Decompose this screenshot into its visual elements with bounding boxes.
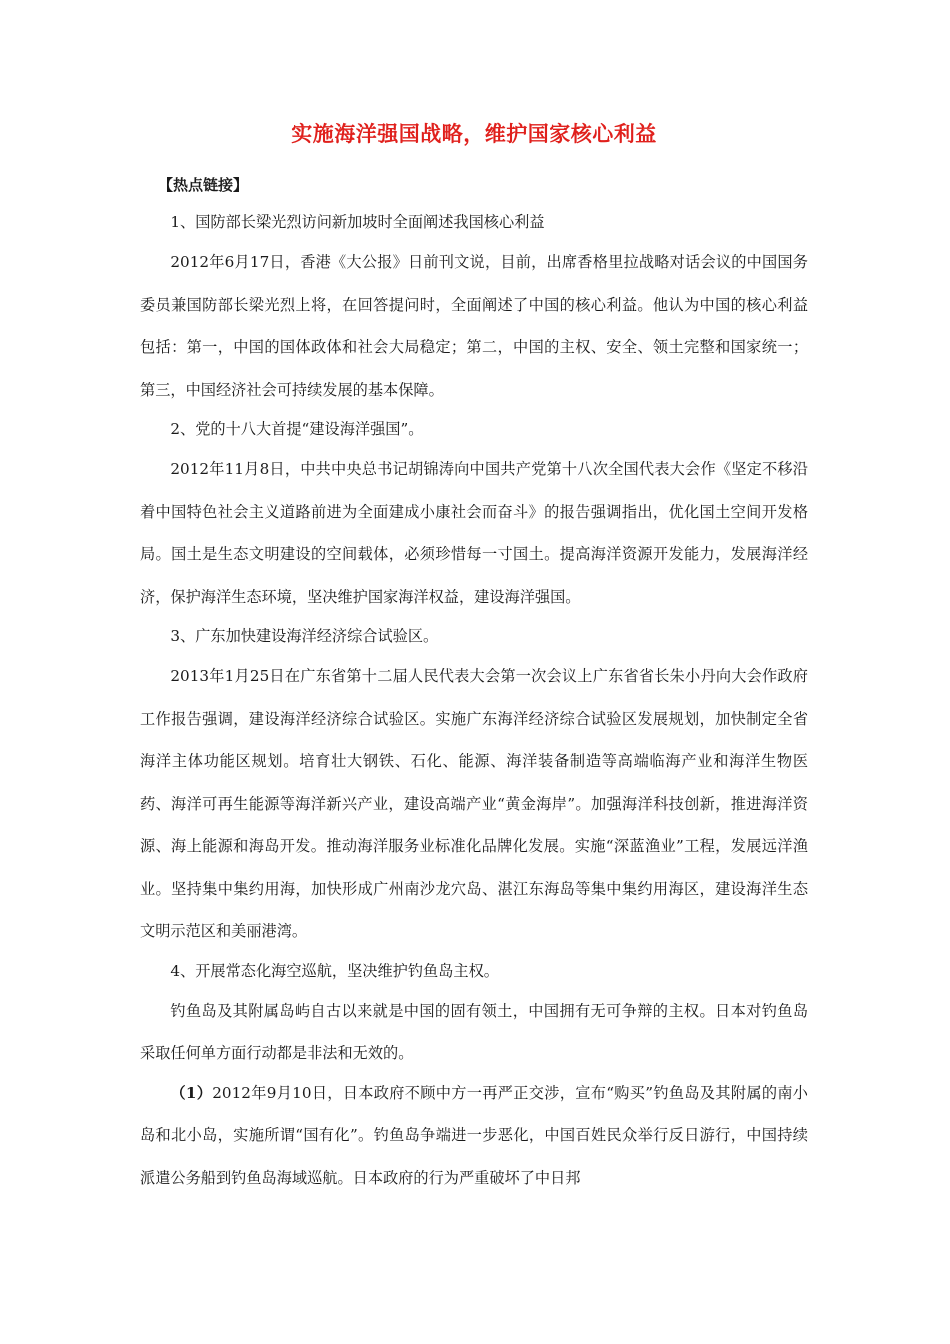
- subpoint-1-marker: （1）: [170, 1083, 213, 1102]
- item-2-body: 2012年11月8日，中共中央总书记胡锦涛向中国共产党第十八次全国代表大会作《坚定不移沿着中国特色社会主义道路前进为全面建成小康社会而奋斗》的报告强调指出，优化国土空间开发格局。国土是生态文明建设的空间载体，必须珍惜每一寸国土。提高海洋资源开发能力，发展海洋经济，保护海洋生态环境，坚决维护国家海洋权益，建设海洋强国。: [140, 460, 808, 606]
- document-page: [140, 118, 808, 1213]
- document-title: 实施海洋强国战略，维护国家核心利益: [291, 121, 657, 146]
- item-3-heading: 3、广东加快建设海洋经济综合试验区。: [170, 627, 439, 645]
- item-3-body: 2013年1月25日在广东省第十二届人民代表大会第一次会议上广东省省长朱小丹向大会作政府工作报告强调，建设海洋经济综合试验区。实施广东海洋经济综合试验区发展规划，加快制定全省海洋主体功能区规划。培育壮大钢铁、石化、能源、海洋装备制造等高端临海产业和海洋生物医药、海洋可再生能源等海洋新兴产业，建设高端产业“黄金海岸”。加强海洋科技创新，推进海洋资源、海上能源和海岛开发。推动海洋服务业标准化品牌化发展。实施“深蓝渔业”工程，发展远洋渔业。坚持集中集约用海，加快形成广州南沙龙穴岛、湛江东海岛等集中集约用海区，建设海洋生态文明示范区和美丽港湾。: [140, 667, 808, 940]
- section-label-hot-links: 【热点链接】: [158, 176, 249, 194]
- item-1-heading: 1、国防部长梁光烈访问新加坡时全面阐述我国核心利益: [170, 213, 545, 231]
- item-4-heading: 4、开展常态化海空巡航，坚决维护钓鱼岛主权。: [170, 961, 499, 980]
- item-4-body: 钓鱼岛及其附属岛屿自古以来就是中国的固有领土，中国拥有无可争辩的主权。日本对钓鱼岛采取任何单方面行动都是非法和无效的。: [140, 1001, 808, 1062]
- item-1-body: 2012年6月17日，香港《大公报》日前刊文说，目前，出席香格里拉战略对话会议的中国国务委员兼国防部长梁光烈上将，在回答提问时，全面阐述了中国的核心利益。他认为中国的核心利益包括：第一，中国的国体政体和社会大局稳定；第二，中国的主权、安全、领土完整和国家统一；第三，中国经济社会可持续发展的基本保障。: [140, 253, 808, 399]
- subpoint-1-text: 2012年9月10日，日本政府不顾中方一再严正交涉，宣布“购买”钓鱼岛及其附属的南小岛和北小岛，实施所谓“国有化”。钓鱼岛争端进一步恶化，中国百姓民众举行反日游行，中国持续派遣公务船到钓鱼岛海域巡航。日本政府的行为严重破坏了中日邦: [140, 1083, 808, 1187]
- subpoint-1: [140, 1072, 808, 1200]
- item-2-heading: 2、党的十八大首提“建设海洋强国”。: [170, 420, 424, 438]
